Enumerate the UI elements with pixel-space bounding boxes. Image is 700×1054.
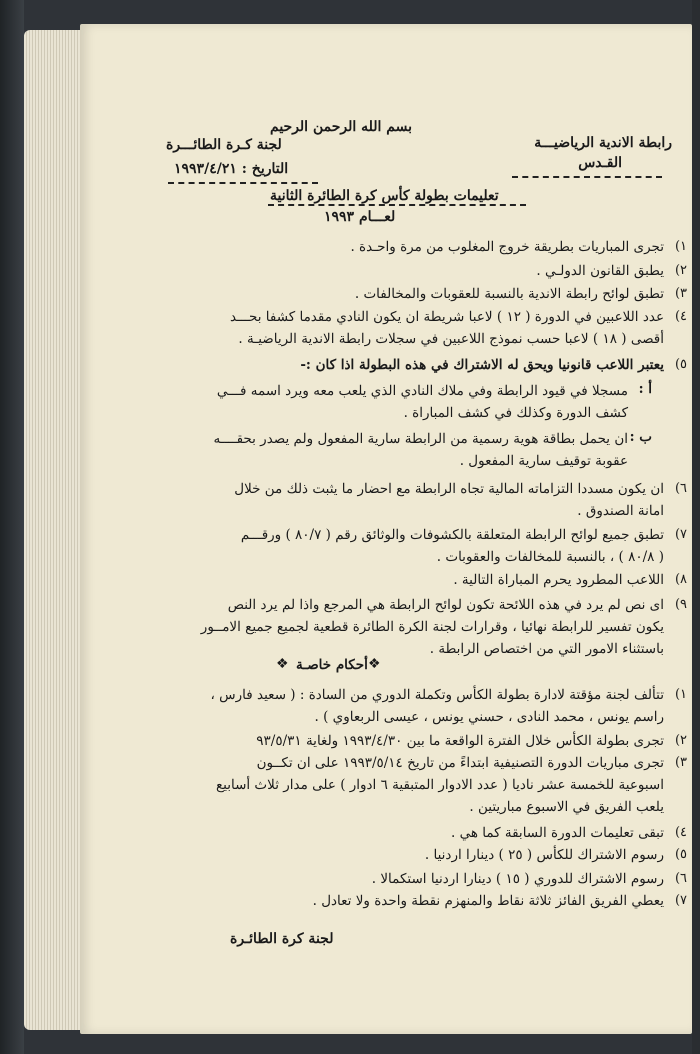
- list-item-continuation: أقصى ( ١٨ ) لاعبا حسب نموذج اللاعبين في سجلات رابطة الاندية الرياضيـة .: [238, 331, 664, 347]
- item-number: ٩): [674, 597, 688, 612]
- subitem: مسجلا في قيود الرابطة وفي ملاك النادي الذي يلعب معه ويرد اسمه فـــي: [216, 383, 628, 399]
- list-item: تطبق جميع لوائح الرابطة المتعلقة بالكشوفات والوثائق رقم ( ٨٠/٧ ) ورقـــم: [240, 527, 664, 543]
- list-item: تجرى بطولة الكأس خلال الفترة الواقعة ما بين ١٩٩٣/٤/٣٠ ولغاية ٩٣/٥/٣١: [256, 733, 664, 749]
- title-line-2: لعـــام ١٩٩٣: [324, 209, 396, 225]
- committee-name: لجنة كـرة الطائـــرة: [166, 137, 282, 153]
- date-value: ١٩٩٣/٤/٢١: [174, 161, 237, 177]
- signature: لجنة كرة الطائـرة: [230, 931, 334, 947]
- org-name: رابطة الاندية الرياضيـــة: [534, 135, 672, 151]
- list-item-continuation: اسبوعية للخمسة عشر ناديا ( عدد الادوار المتبقية ٦ ادوار ) على مدار ثلاث أسابيع: [215, 777, 664, 793]
- item-number: ٨): [674, 572, 688, 587]
- date-label: التاريخ :: [241, 161, 289, 177]
- title-rule: [268, 204, 526, 206]
- item-number: ٥): [674, 357, 688, 372]
- basmala: بسم الله الرحمن الرحيم: [270, 119, 412, 135]
- list-item-continuation: يكون تفسير للرابطة نهائيا ، وقرارات لجنة الكرة الطائرة قطعية لجميع جميع الامــور: [200, 619, 664, 635]
- list-item: ان يكون مسددا التزاماته المالية تجاه الرابطة مع احضار ما يثبت ذلك من خلال: [234, 481, 664, 497]
- list-item: تتألف لجنة مؤقتة لادارة بطولة الكأس وتكملة الدوري من السادة : ( سعيد فارس ،: [210, 687, 664, 703]
- list-item: يعتبر اللاعب قانونيا ويحق له الاشتراك في هذه البطولة اذا كان :-: [300, 357, 664, 373]
- subitem-label: أ :: [638, 381, 652, 397]
- subitem-continuation: عقوبة توقيف سارية المفعول .: [459, 453, 628, 469]
- item-number: ٣): [674, 755, 688, 770]
- item-number: ٧): [674, 527, 688, 542]
- book-right-edge: [692, 0, 700, 1054]
- subitem-continuation: كشف الدورة وكذلك في كشف المباراة .: [403, 405, 628, 421]
- list-item: اى نص لم يرد في هذه اللائحة تكون لوائح الرابطة هي المرجع واذا لم يرد النص: [227, 597, 664, 613]
- list-item: رسوم الاشتراك للكأس ( ٢٥ ) دينارا اردنيا .: [424, 847, 664, 863]
- item-number: ٦): [674, 481, 688, 496]
- item-number: ٧): [674, 893, 688, 908]
- item-number: ١): [674, 239, 688, 254]
- header-rule-right: [512, 176, 662, 178]
- date-line: [174, 160, 288, 178]
- list-item-continuation: ( ٨٠/٨ ) ، بالنسبة للمخالفات والعقوبات .: [436, 549, 664, 565]
- list-item: رسوم الاشتراك للدوري ( ١٥ ) دينارا اردنيا استكمالا .: [371, 871, 664, 887]
- ornament-icon: ❖: [276, 656, 289, 672]
- list-item: يعطي الفريق الفائز ثلاثة نقاط والمنهزم نقطة واحدة ولا تعادل .: [312, 893, 664, 909]
- item-number: ٦): [674, 871, 688, 886]
- list-item-continuation: يلعب الفريق في الاسبوع مباريتين .: [469, 799, 664, 815]
- item-number: ٢): [674, 733, 688, 748]
- document-body: [80, 24, 692, 1034]
- header-rule-left: [168, 182, 318, 184]
- list-item: تبقى تعليمات الدورة السابقة كما هي .: [450, 825, 664, 841]
- org-city: القـدس: [578, 155, 622, 171]
- item-number: ٤): [674, 825, 688, 840]
- document-page: [80, 24, 692, 1034]
- special-heading: أحكام خاصـة: [296, 657, 368, 673]
- title-line-1: تعليمات بطولة كأس كرة الطائرة الثانية: [270, 188, 499, 204]
- ornament-icon: ❖: [368, 656, 381, 672]
- list-item-continuation: امانة الصندوق .: [577, 503, 664, 519]
- list-item: تطبق لوائح رابطة الاندية بالنسبة للعقوبات والمخالفات .: [354, 286, 664, 302]
- book-binding-edge: [0, 0, 24, 1054]
- item-number: ٣): [674, 286, 688, 301]
- item-number: ٥): [674, 847, 688, 862]
- subitem-label: ب :: [629, 429, 652, 445]
- list-item: تجرى المباريات بطريقة خروج المغلوب من مرة واحـدة .: [350, 239, 664, 255]
- list-item-continuation: راسم يونس ، محمد النادى ، حسني يونس ، عيسى الربعاوي ) .: [314, 709, 664, 725]
- item-number: ٢): [674, 263, 688, 278]
- list-item-continuation: باستثناء الامور التي من اختصاص الرابطة .: [429, 641, 664, 657]
- list-item: يطبق القانون الدولـي .: [536, 263, 664, 279]
- list-item: اللاعب المطرود يحرم المباراة التالية .: [453, 572, 664, 588]
- list-item: عدد اللاعبين في الدورة ( ١٢ ) لاعبا شريطة ان يكون النادي مقدما كشفا بحـــد: [230, 309, 664, 325]
- item-number: ٤): [674, 309, 688, 324]
- list-item: تجرى مباريات الدورة التصنيفية ابتداءً من تاريخ ١٩٩٣/٥/١٤ على ان تكــون: [256, 755, 664, 771]
- item-number: ١): [674, 687, 688, 702]
- subitem: ان يحمل بطاقة هوية رسمية من الرابطة سارية المفعول ولم يصدر بحقــــه: [213, 431, 628, 447]
